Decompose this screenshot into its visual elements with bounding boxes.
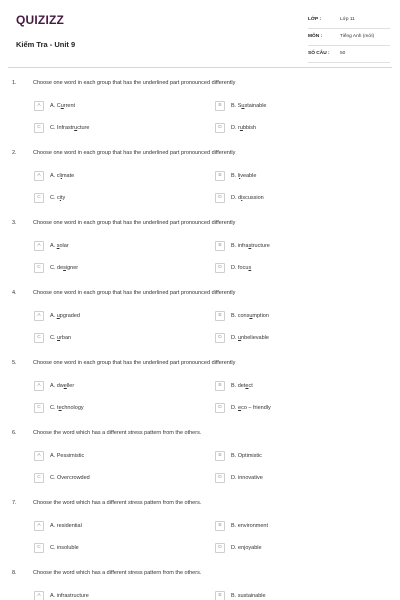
option-text [231, 125, 256, 131]
option-text-post: bbish [242, 125, 257, 131]
worksheet-header [8, 8, 392, 68]
answer-option [34, 473, 184, 485]
option-label: B. [231, 453, 237, 459]
option-text-post: mption [252, 313, 269, 319]
option-text-post: rrent [63, 103, 76, 109]
option-text-pre: environment [236, 523, 268, 529]
option-text-post: ty [61, 195, 66, 201]
option-letter-box: C [34, 263, 44, 273]
answer-option [34, 101, 184, 113]
option-label: B. [231, 523, 237, 529]
option-text-pre: sustainable [236, 593, 266, 599]
option-text-pre: infra [236, 243, 249, 249]
question-text: Choose one word in each group that has the underlined part pronounced differently [33, 80, 236, 86]
option-label: B. [231, 593, 237, 599]
option-underlined-part: u [239, 125, 243, 131]
option-underlined-part: s [56, 243, 60, 249]
option-text [50, 173, 74, 179]
answer-option [215, 543, 365, 555]
option-text [50, 265, 78, 271]
option-text [231, 405, 271, 411]
option-text [231, 313, 269, 319]
question-number: 8. [12, 570, 17, 576]
option-letter-box: D [215, 193, 225, 203]
answer-option [34, 193, 184, 205]
answer-option [34, 241, 184, 253]
option-label: A. [50, 593, 56, 599]
option-text-post: nbelievable [241, 335, 269, 341]
option-letter-box: C [34, 473, 44, 483]
question-item [0, 430, 400, 500]
option-label: B. [231, 383, 237, 389]
option-underlined-part: s [63, 265, 66, 271]
question-item [0, 220, 400, 290]
question-number: 2. [12, 150, 17, 156]
option-text-post: ller [66, 383, 75, 389]
option-underlined-part: u [249, 313, 253, 319]
option-text [231, 453, 262, 459]
meta-row-subject [308, 33, 390, 46]
question-item [0, 500, 400, 570]
option-letter-box: B [215, 311, 225, 321]
option-label: A. [50, 243, 56, 249]
option-text-pre: d [236, 195, 242, 201]
option-label: A. [50, 103, 56, 109]
meta-row-class [308, 16, 390, 29]
answer-option [215, 311, 365, 323]
option-letter-box: A [34, 311, 44, 321]
option-text [231, 195, 264, 201]
answer-option [215, 381, 365, 393]
question-text: Choose one word in each group that has the underlined part pronounced differently [33, 150, 236, 156]
option-letter-box: C [34, 123, 44, 133]
option-label: C. [50, 125, 56, 131]
answer-option [34, 521, 184, 533]
option-text-post: stainable [244, 103, 267, 109]
answer-option [34, 333, 184, 345]
question-item [0, 80, 400, 150]
question-text: Choose the word which has a different stress pattern from the others. [33, 500, 202, 506]
option-letter-box: A [34, 451, 44, 461]
option-text-pre: focu [236, 265, 249, 271]
answer-option [34, 263, 184, 275]
answer-option [215, 591, 365, 600]
option-underlined-part: i [59, 195, 62, 201]
option-text [50, 313, 80, 319]
option-letter-box: B [215, 451, 225, 461]
option-letter-box: B [215, 591, 225, 600]
option-text [231, 335, 269, 341]
option-label: B. [231, 173, 237, 179]
option-letter-box: A [34, 521, 44, 531]
option-letter-box: B [215, 241, 225, 251]
answer-option [34, 381, 184, 393]
option-underlined-part: u [60, 103, 64, 109]
answer-option [34, 591, 184, 600]
option-text-pre: l [236, 173, 239, 179]
option-letter-box: B [215, 521, 225, 531]
option-letter-box: D [215, 263, 225, 273]
option-text-post: cture [77, 125, 90, 131]
answer-option [34, 403, 184, 415]
option-text-post: mate [61, 173, 75, 179]
option-text-pre: cons [236, 313, 250, 319]
option-letter-box: A [34, 101, 44, 111]
option-text [231, 593, 266, 599]
meta-value: 50 [340, 51, 346, 56]
answer-option [34, 311, 184, 323]
answer-option [215, 241, 365, 253]
option-underlined-part: u [74, 125, 78, 131]
option-underlined-part: u [56, 313, 60, 319]
option-letter-box: C [34, 193, 44, 203]
answer-option [215, 171, 365, 183]
option-label: C. [50, 545, 56, 551]
option-letter-box: C [34, 333, 44, 343]
option-label: B. [231, 243, 237, 249]
option-letter-box: B [215, 101, 225, 111]
option-letter-box: B [215, 381, 225, 391]
option-label: C. [50, 195, 56, 201]
option-label: C. [50, 335, 56, 341]
answer-option [34, 543, 184, 555]
option-label: D. [231, 545, 237, 551]
option-label: B. [231, 313, 237, 319]
option-text [50, 103, 75, 109]
option-text-pre: de [55, 265, 64, 271]
option-underlined-part: s [248, 265, 252, 271]
answer-option [215, 451, 365, 463]
option-text [231, 265, 251, 271]
option-text-pre: t [55, 405, 59, 411]
option-text [50, 453, 84, 459]
option-letter-box: D [215, 543, 225, 553]
option-text-post: co – friendly [241, 405, 271, 411]
option-text-pre: Overcrowded [55, 475, 90, 481]
option-letter-box: B [215, 171, 225, 181]
option-text-post: olar [59, 243, 69, 249]
option-text [50, 545, 79, 551]
option-text [231, 103, 267, 109]
option-text-pre: residential [55, 523, 82, 529]
option-text-pre: S [236, 103, 242, 109]
option-text [50, 125, 89, 131]
question-number: 7. [12, 500, 17, 506]
option-text-pre: c [55, 195, 60, 201]
option-text [231, 475, 263, 481]
option-text-post: pgraded [59, 313, 80, 319]
option-letter-box: D [215, 403, 225, 413]
option-text-pre: Infrastr [55, 125, 75, 131]
option-text-post: igner [65, 265, 79, 271]
option-text [50, 243, 69, 249]
question-number: 6. [12, 430, 17, 436]
meta-key: SỐ CÂU : [308, 51, 330, 56]
option-letter-box: D [215, 333, 225, 343]
option-letter-box: A [34, 381, 44, 391]
option-letter-box: A [34, 241, 44, 251]
option-label: D. [231, 195, 237, 201]
option-underlined-part: i [60, 173, 62, 179]
option-underlined-part: i [238, 173, 241, 179]
option-underlined-part: s [248, 243, 252, 249]
worksheet-title: Kiểm Tra - Unit 9 [16, 40, 76, 49]
option-letter-box: C [34, 543, 44, 553]
answer-option [215, 263, 365, 275]
meta-key: LỚP : [308, 17, 322, 22]
meta-value: Lớp 11 [340, 17, 355, 22]
option-text [50, 475, 90, 481]
option-label: D. [231, 475, 237, 481]
answer-option [34, 171, 184, 183]
answer-option [215, 101, 365, 113]
question-number: 5. [12, 360, 17, 366]
option-text-post: scussion [242, 195, 264, 201]
answer-option [215, 123, 365, 135]
option-underlined-part: e [245, 383, 249, 389]
answer-option [34, 451, 184, 463]
option-letter-box: A [34, 591, 44, 600]
option-label: A. [50, 383, 56, 389]
worksheet-meta [308, 16, 390, 67]
question-number: 3. [12, 220, 17, 226]
option-label: C. [50, 265, 56, 271]
question-item [0, 290, 400, 360]
option-underlined-part: e [58, 405, 62, 411]
answer-option [34, 123, 184, 135]
option-label: D. [231, 405, 237, 411]
quizizz-logo: QUIZIZZ [16, 13, 65, 27]
option-text-post: tructure [251, 243, 270, 249]
option-text-pre: dw [55, 383, 64, 389]
option-letter-box: C [34, 403, 44, 413]
option-underlined-part: u [57, 335, 61, 341]
question-number: 4. [12, 290, 17, 296]
option-underlined-part: u [241, 103, 245, 109]
option-underlined-part: u [238, 335, 242, 341]
question-item [0, 360, 400, 430]
option-label: A. [50, 453, 56, 459]
option-label: A. [50, 313, 56, 319]
option-text [231, 173, 256, 179]
option-text-pre: infrastructure [55, 593, 89, 599]
option-text [50, 383, 74, 389]
option-text-post: ct [248, 383, 253, 389]
option-text-pre: insoluble [55, 545, 79, 551]
option-letter-box: A [34, 171, 44, 181]
option-text-pre: C [55, 103, 61, 109]
option-text [231, 523, 268, 529]
option-label: D. [231, 125, 237, 131]
option-label: B. [231, 103, 237, 109]
option-label: D. [231, 335, 237, 341]
option-label: C. [50, 475, 56, 481]
question-item [0, 150, 400, 220]
answer-option [215, 473, 365, 485]
option-text-pre: innovative [236, 475, 263, 481]
meta-row-count [308, 50, 390, 63]
option-text-pre: r [236, 125, 240, 131]
option-text [50, 593, 89, 599]
question-text: Choose the word which has a different stress pattern from the others. [33, 430, 202, 436]
meta-key: MÔN : [308, 34, 323, 39]
option-label: D. [231, 265, 237, 271]
option-text [50, 195, 65, 201]
option-text-post: rban [60, 335, 72, 341]
option-text-post: chnology [61, 405, 84, 411]
question-text: Choose one word in each group that has the underlined part pronounced differently [33, 290, 236, 296]
question-item [0, 570, 400, 600]
answer-option [215, 193, 365, 205]
option-text [50, 523, 82, 529]
option-underlined-part: i [241, 195, 243, 201]
option-text [231, 545, 262, 551]
option-text-pre: enjoyable [236, 545, 262, 551]
answer-option [215, 333, 365, 345]
answer-option [215, 403, 365, 415]
option-text [231, 243, 270, 249]
option-text [50, 335, 71, 341]
option-underlined-part: e [238, 405, 242, 411]
answer-option [215, 521, 365, 533]
question-text: Choose one word in each group that has the underlined part pronounced differently [33, 220, 236, 226]
question-text: Choose the word which has a different stress pattern from the others. [33, 570, 202, 576]
option-label: A. [50, 173, 56, 179]
option-text-pre: Optimistic [236, 453, 262, 459]
option-text-pre: cl [55, 173, 61, 179]
option-label: A. [50, 523, 56, 529]
option-letter-box: D [215, 473, 225, 483]
option-letter-box: D [215, 123, 225, 133]
option-text-post: veable [240, 173, 257, 179]
option-text [231, 383, 253, 389]
question-number: 1. [12, 80, 17, 86]
option-underlined-part: e [63, 383, 67, 389]
meta-value: Tiếng Anh (mới) [340, 34, 375, 39]
option-text [50, 405, 84, 411]
option-text-pre: Pessimistic [55, 453, 85, 459]
option-text-pre: det [236, 383, 246, 389]
question-text: Choose one word in each group that has the underlined part pronounced differently [33, 360, 236, 366]
option-label: C. [50, 405, 56, 411]
